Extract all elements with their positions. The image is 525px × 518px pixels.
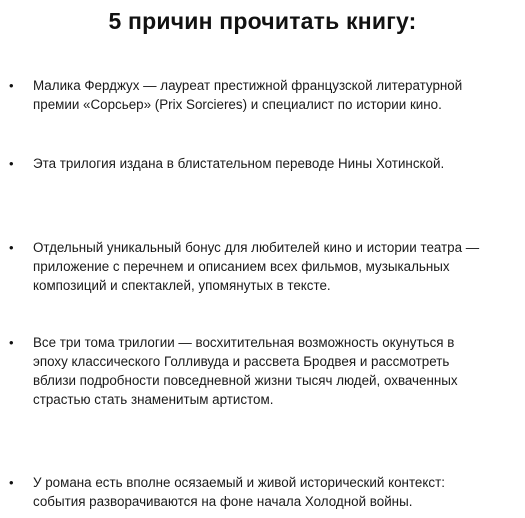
reason-text-2: [33, 154, 525, 173]
reason-5-line-2: события разворачиваются на фоне начала Холодной войны.: [33, 494, 413, 509]
bullet-icon: •: [9, 335, 14, 350]
bullet-icon: •: [9, 240, 14, 255]
reason-text-5: [33, 473, 525, 511]
reason-3-line-3: композиций и спектаклей, упомянутых в тексте.: [33, 278, 331, 293]
reason-4-line-4: страстью стать знаменитым артистом.: [33, 392, 274, 407]
reason-1-line-1: Малика Ферджух — лауреат престижной французской литературной: [33, 78, 463, 93]
reason-4-line-2: эпоху классического Голливуда и рассвета Бродвея и рассмотреть: [33, 354, 450, 369]
reason-1-line-2: премии «Сорсьер» (Prix Sorcieres) и специалист по истории кино.: [33, 97, 442, 112]
bullet-icon: •: [9, 78, 14, 93]
reason-3-line-2: приложение с перечнем и описанием всех фильмов, музыкальных: [33, 259, 450, 274]
reason-3-line-1: Отдельный уникальный бонус для любителей кино и истории театра —: [33, 240, 480, 255]
reason-text-4: [33, 333, 525, 409]
reason-text-3: [33, 238, 525, 295]
reason-text-1: [33, 76, 525, 114]
bullet-icon: •: [9, 475, 14, 490]
page-title: 5 причин прочитать книгу:: [108, 8, 417, 34]
reason-4-line-1: Все три тома трилогии — восхитительная возможность окунуться в: [33, 335, 455, 350]
reason-5-line-1: У романа есть вполне осязаемый и живой исторический контекст:: [33, 475, 445, 490]
reason-4-line-3: вблизи подробности повседневной жизни тысяч людей, охваченных: [33, 373, 458, 388]
bullet-icon: •: [9, 156, 14, 171]
reason-2-line-1: Эта трилогия издана в блистательном переводе Нины Хотинской.: [33, 156, 445, 171]
